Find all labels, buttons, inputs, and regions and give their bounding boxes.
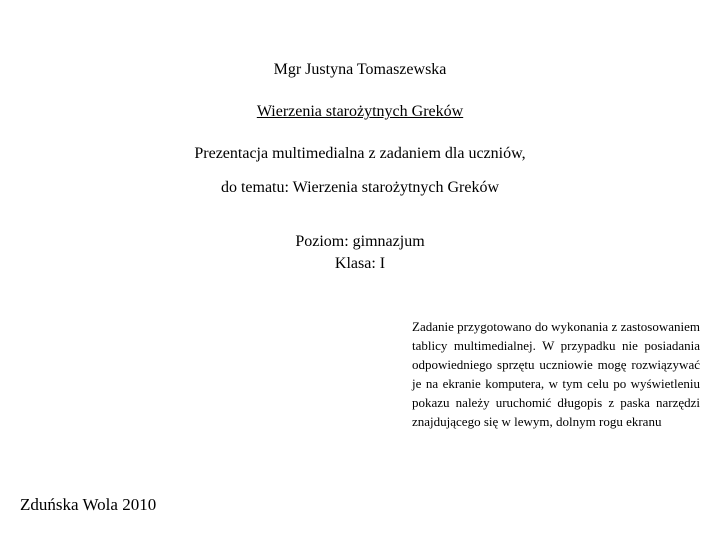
description-line-2: do tematu: Wierzenia starożytnych Greków [220, 179, 500, 196]
level-text: Poziom: gimnazjum [295, 233, 425, 250]
task-note: Zadanie przygotowano do wykonania z zastosowaniem tablicy multimedialnej. W przypadku nie posiadania odpowiedniego sprzętu uczniowie mogę rozwiązywać je na ekranie komputera, w tym celu po wyświetleniu pokazu należy uruchomić długopis z paska narzędzi znajdującego się w lewym, dolnym rogu ekranu [412, 319, 700, 429]
description-line-1: Prezentacja multimedialna z zadaniem dla uczniów, [194, 145, 526, 162]
presentation-title: Wierzenia starożytnych Greków [256, 103, 464, 120]
class-text: Klasa: I [334, 255, 386, 272]
place-and-year: Zduńska Wola 2010 [20, 495, 157, 514]
author-name: Mgr Justyna Tomaszewska [273, 61, 447, 78]
